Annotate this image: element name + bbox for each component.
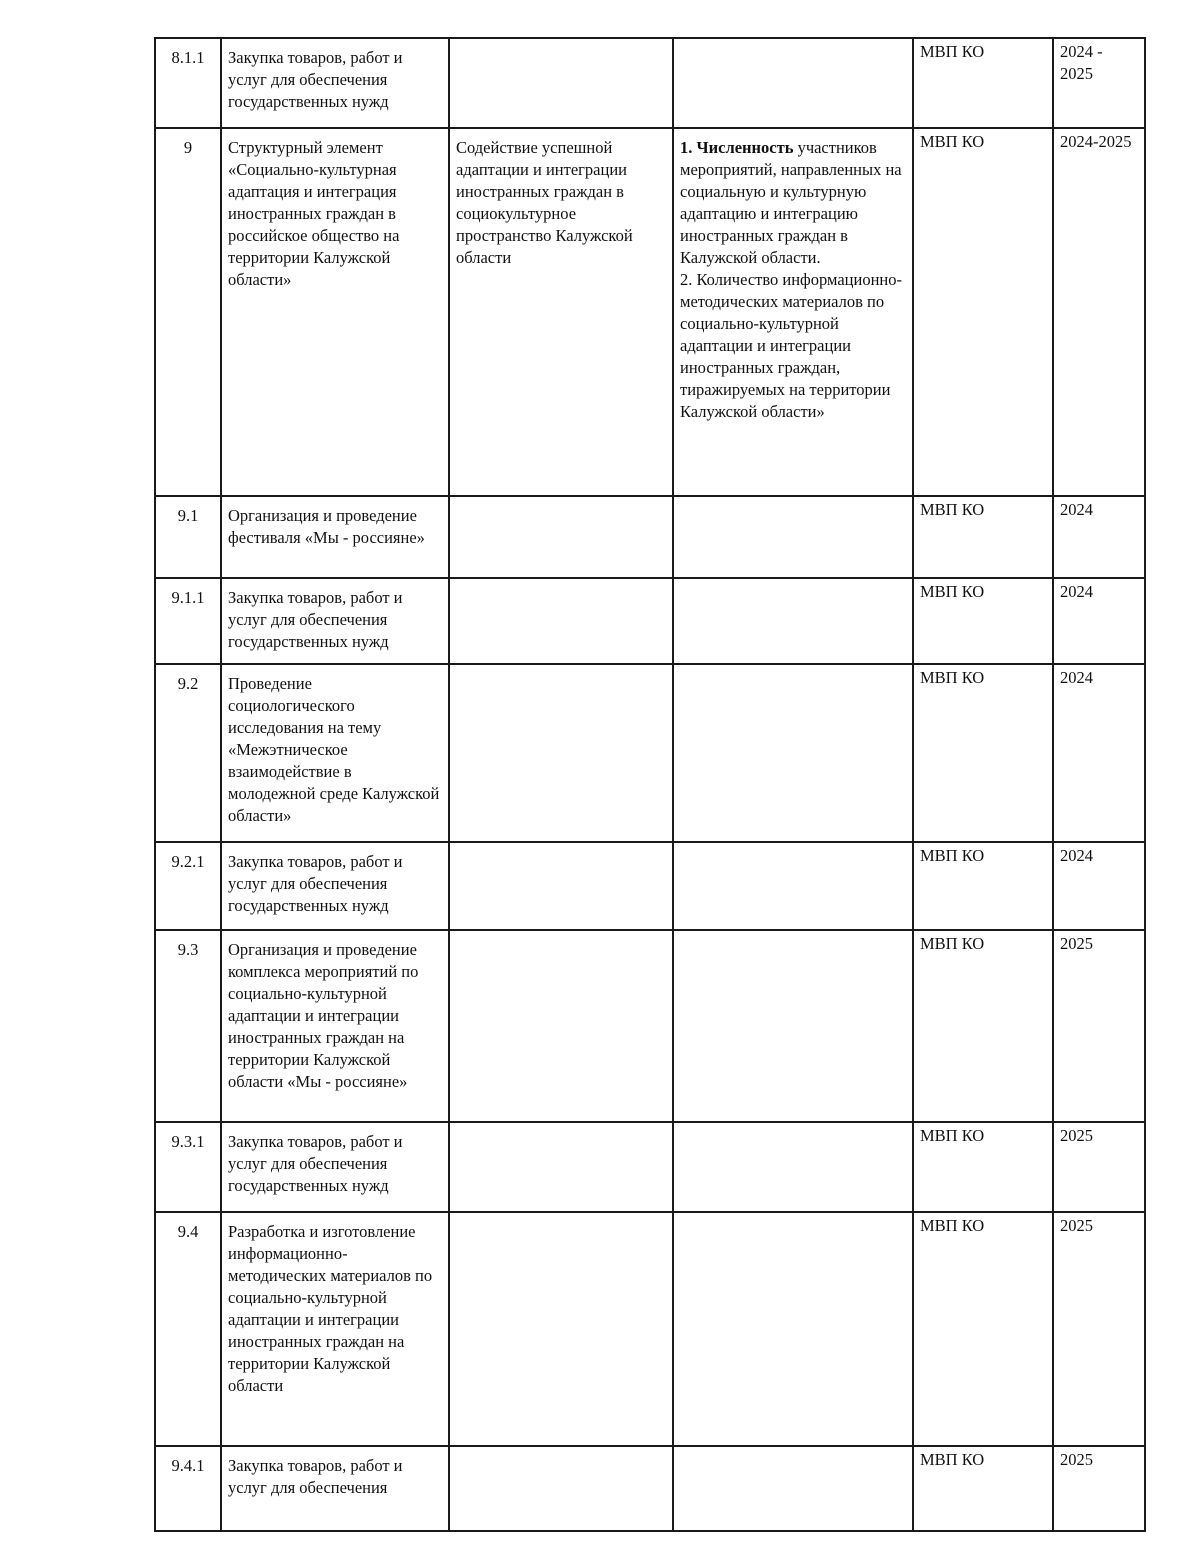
- row-number: 9.2.1: [155, 842, 221, 930]
- row-period: 2024: [1053, 578, 1145, 664]
- row-indicators: [673, 930, 913, 1122]
- table-body: [155, 38, 1145, 1531]
- row-indicators: [673, 1212, 913, 1446]
- row-number: 9.4: [155, 1212, 221, 1446]
- row-name: Организация и проведение фестиваля «Мы - россияне»: [221, 496, 449, 578]
- row-period: 2024-2025: [1053, 128, 1145, 496]
- table-row: [155, 128, 1145, 496]
- row-task: [449, 1212, 673, 1446]
- row-name: Закупка товаров, работ и услуг для обеспечения государственных нужд: [221, 1122, 449, 1212]
- row-executor: МВП КО: [913, 578, 1053, 664]
- indicator-text: 2. Количество информационно-методических материалов по социально-культурной адаптации и интеграции иностранных граждан, тиражируемых на территории Калужской области»: [680, 270, 902, 421]
- table-row: [155, 38, 1145, 128]
- row-executor: МВП КО: [913, 1122, 1053, 1212]
- row-indicators: [673, 1446, 913, 1531]
- table-row: [155, 664, 1145, 842]
- row-task: Содействие успешной адаптации и интеграции иностранных граждан в социокультурное пространство Калужской области: [449, 128, 673, 496]
- row-task: [449, 1446, 673, 1531]
- row-name: Закупка товаров, работ и услуг для обеспечения государственных нужд: [221, 578, 449, 664]
- row-period: 2025: [1053, 930, 1145, 1122]
- row-indicators: [673, 1122, 913, 1212]
- table-row: [155, 1446, 1145, 1531]
- row-executor: МВП КО: [913, 496, 1053, 578]
- row-name: Структурный элемент «Социально-культурная адаптация и интеграция иностранных граждан в российское общество на территории Калужской области»: [221, 128, 449, 496]
- row-executor: МВП КО: [913, 1446, 1053, 1531]
- row-number: 8.1.1: [155, 38, 221, 128]
- table-row: [155, 842, 1145, 930]
- row-period: 2025: [1053, 1122, 1145, 1212]
- row-period: 2024: [1053, 842, 1145, 930]
- row-task: [449, 664, 673, 842]
- row-name: Проведение социологического исследования на тему «Межэтническое взаимодействие в молодежной среде Калужской области»: [221, 664, 449, 842]
- row-executor: МВП КО: [913, 930, 1053, 1122]
- row-executor: МВП КО: [913, 664, 1053, 842]
- row-indicators: [673, 578, 913, 664]
- row-executor: МВП КО: [913, 842, 1053, 930]
- table-row: [155, 578, 1145, 664]
- row-task: [449, 38, 673, 128]
- row-period: 2025: [1053, 1212, 1145, 1446]
- row-task: [449, 496, 673, 578]
- table-row: [155, 496, 1145, 578]
- indicator-prefix: 1. Численность: [680, 138, 794, 157]
- row-number: 9.3: [155, 930, 221, 1122]
- row-period: 2025: [1053, 1446, 1145, 1531]
- row-name: Закупка товаров, работ и услуг для обеспечения государственных нужд: [221, 38, 449, 128]
- row-task: [449, 842, 673, 930]
- row-number: 9.3.1: [155, 1122, 221, 1212]
- row-name: Закупка товаров, работ и услуг для обеспечения: [221, 1446, 449, 1531]
- row-name: Закупка товаров, работ и услуг для обеспечения государственных нужд: [221, 842, 449, 930]
- indicator-item: [680, 269, 906, 423]
- row-indicators: [673, 842, 913, 930]
- row-executor: МВП КО: [913, 128, 1053, 496]
- row-number: 9.2: [155, 664, 221, 842]
- row-number: 9.1: [155, 496, 221, 578]
- row-number: 9: [155, 128, 221, 496]
- program-structure-table: [154, 37, 1146, 1532]
- row-period: 2024: [1053, 496, 1145, 578]
- row-task: [449, 578, 673, 664]
- row-indicators: [673, 496, 913, 578]
- row-name: Организация и проведение комплекса мероприятий по социально-культурной адаптации и интеграции иностранных граждан на территории Калужской области «Мы - россияне»: [221, 930, 449, 1122]
- row-task: [449, 930, 673, 1122]
- indicator-item: [680, 137, 906, 269]
- table-row: [155, 1212, 1145, 1446]
- row-executor: МВП КО: [913, 38, 1053, 128]
- row-name: Разработка и изготовление информационно-методических материалов по социально-культурной адаптации и интеграции иностранных граждан на территории Калужской области: [221, 1212, 449, 1446]
- indicator-text: участников мероприятий, направленных на социальную и культурную адаптацию и интеграцию иностранных граждан в Калужской области.: [680, 138, 902, 267]
- row-indicators: [673, 38, 913, 128]
- row-period: 2024: [1053, 664, 1145, 842]
- row-number: 9.4.1: [155, 1446, 221, 1531]
- row-indicators: [673, 664, 913, 842]
- row-task: [449, 1122, 673, 1212]
- table-row: [155, 930, 1145, 1122]
- row-indicators: [673, 128, 913, 496]
- row-number: 9.1.1: [155, 578, 221, 664]
- table-row: [155, 1122, 1145, 1212]
- row-executor: МВП КО: [913, 1212, 1053, 1446]
- row-period: 2024 - 2025: [1053, 38, 1145, 128]
